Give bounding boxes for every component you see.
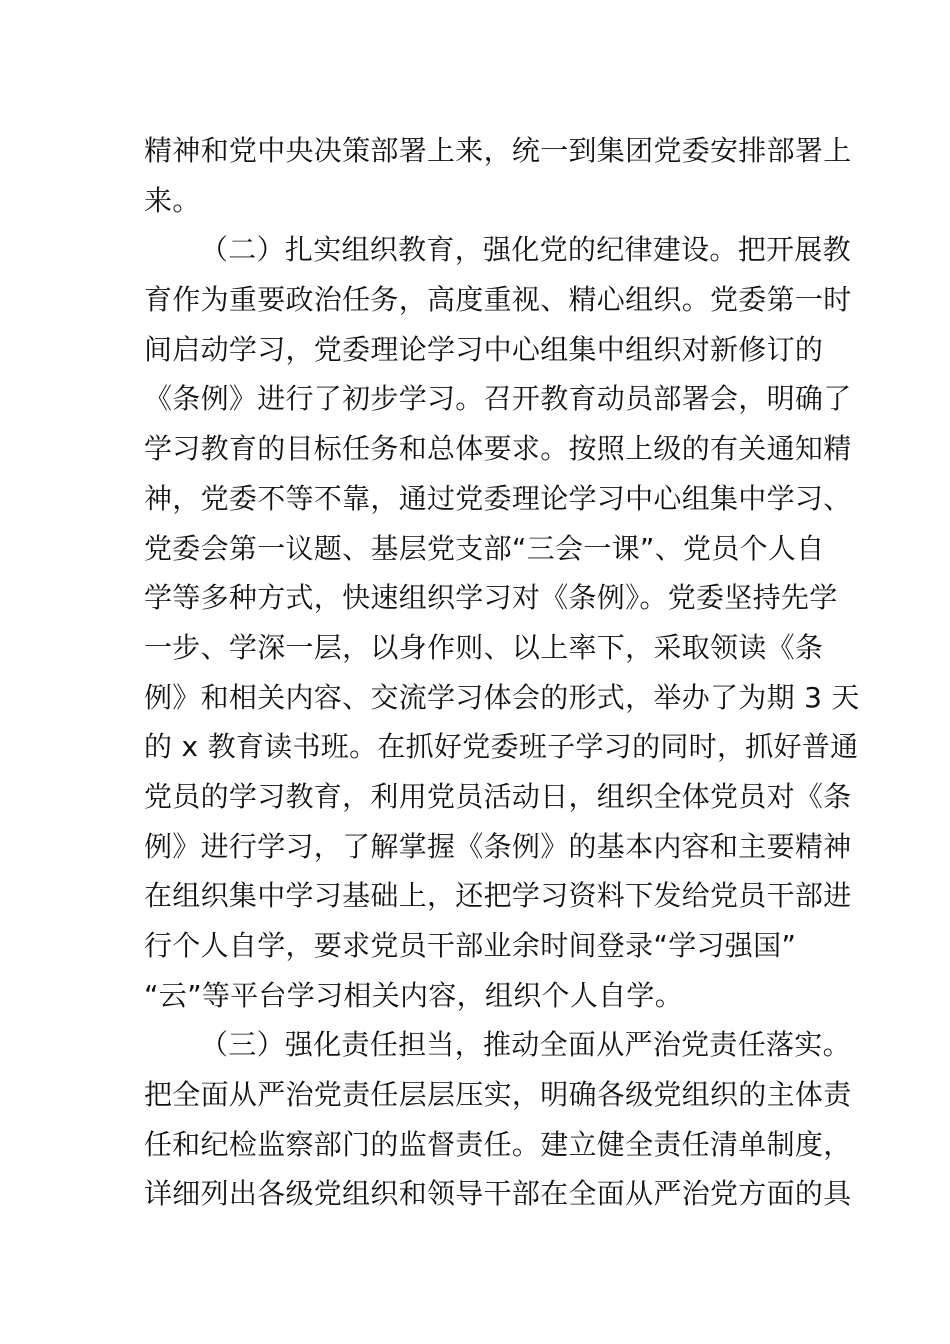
text-line: 详细列出各级党组织和领导干部在全面从严治党方面的具 [144, 1177, 852, 1211]
text-line: 把全面从严治党责任层层压实，明确各级党组织的主体责 [144, 1078, 852, 1112]
text-line: 党委会第一议题、基层党支部“三会一课”、党员个人自 [144, 531, 825, 565]
text-line: 的 x 教育读书班。在抓好党委班子学习的同时，抓好普通 [144, 730, 859, 764]
section-heading-line: （三）强化责任担当，推动全面从严治党责任落实。 [200, 1028, 851, 1062]
text-line: 例》和相关内容、交流学习体会的形式，举办了为期 3 天 [144, 680, 860, 714]
text-line: 精神和党中央决策部署上来，统一到集团党委安排部署上 [144, 134, 852, 167]
text-line: “云”等平台学习相关内容，组织个人自学。 [144, 978, 684, 1012]
text-line: 学等多种方式，快速组织学习对《条例》。党委坚持先学 [144, 581, 838, 615]
document-body [144, 126, 860, 1219]
text-line: 神，党委不等不靠，通过党委理论学习中心组集中学习、 [144, 481, 852, 515]
text-line: 在组织集中学习基础上，还把学习资料下发给党员干部进 [144, 879, 852, 913]
text-line: 党员的学习教育，利用党员活动日，组织全体党员对《条 [144, 779, 852, 813]
text-line: 育作为重要政治任务，高度重视、精心组织。党委第一时 [144, 283, 852, 317]
text-line: 例》进行学习，了解掌握《条例》的基本内容和主要精神 [144, 829, 852, 863]
section-heading-line: （二）扎实组织教育，强化党的纪律建设。把开展教 [200, 233, 851, 267]
text-line: 行个人自学，要求党员干部业余时间登录“学习强国” [144, 929, 797, 962]
text-line: 一步、学深一层，以身作则、以上率下，采取领读《条 [144, 630, 824, 664]
text-line: 来。 [144, 183, 201, 217]
text-line: 《条例》进行了初步学习。召开教育动员部署会，明确了 [144, 382, 852, 416]
text-line: 间启动学习，党委理论学习中心组集中组织对新修订的 [144, 332, 824, 366]
text-line: 学习教育的目标任务和总体要求。按照上级的有关通知精 [144, 432, 852, 466]
text-line: 任和纪检监察部门的监督责任。建立健全责任清单制度， [144, 1127, 852, 1161]
